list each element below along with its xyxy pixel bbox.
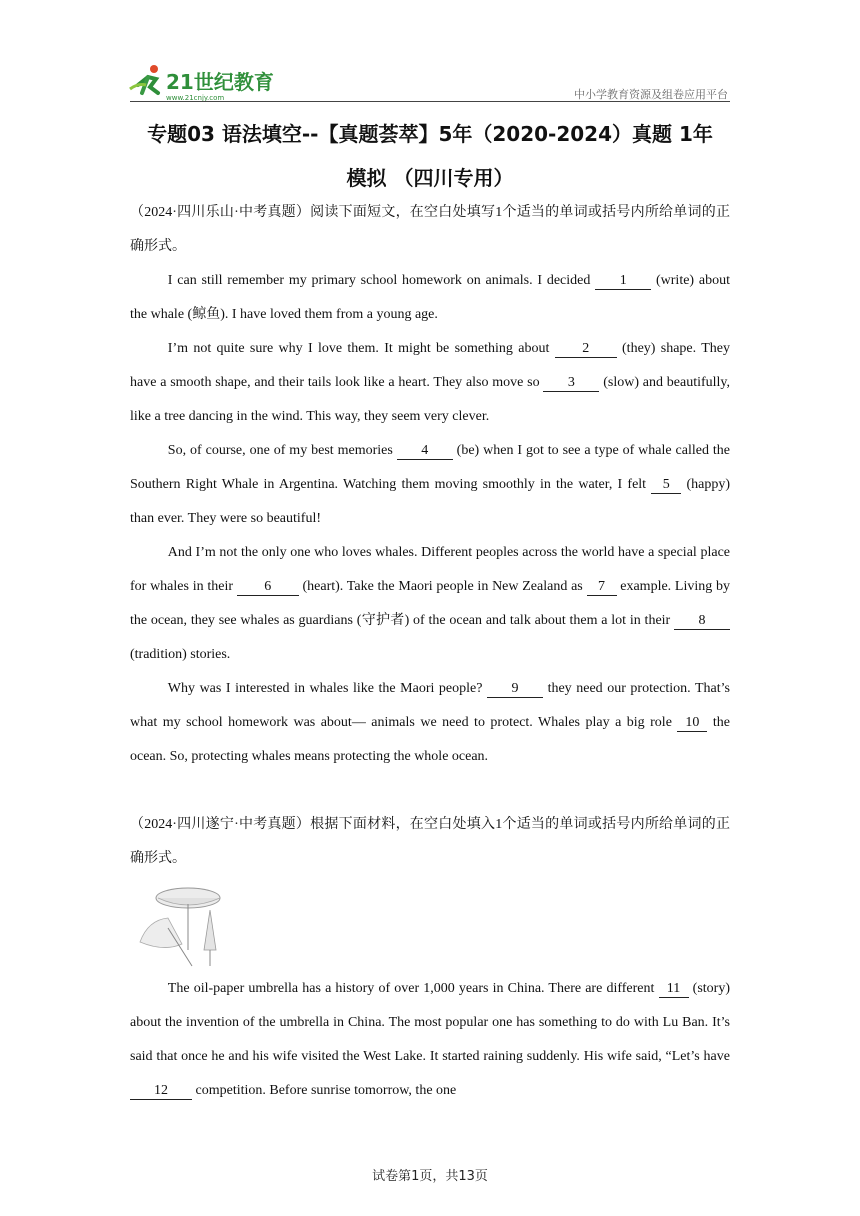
blank-7[interactable]: 7 — [587, 579, 617, 596]
text: I can still remember my primary school homework on animals. I decided — [167, 273, 596, 288]
logo-text: 21世纪教育 — [166, 70, 274, 94]
document-body — [130, 196, 730, 1108]
blank-11[interactable]: 11 — [659, 981, 689, 998]
blank-8[interactable]: 8 — [674, 613, 730, 630]
text: (tradition) stories. — [130, 647, 231, 662]
text: the ocean. So, protecting whales means protecting the whole ocean. — [130, 715, 730, 764]
blank-1[interactable]: 1 — [595, 273, 651, 290]
text: Why was I interested in whales like the Maori people? — [167, 681, 488, 696]
s1-paragraph-2 — [130, 332, 730, 434]
text: (write) about the whale (鲸鱼). I have loved them from a young age. — [130, 273, 730, 322]
blank-4[interactable]: 4 — [397, 443, 453, 460]
blank-3[interactable]: 3 — [543, 375, 599, 392]
s1-paragraph-3 — [130, 434, 730, 536]
umbrella-image — [130, 876, 730, 972]
blank-6[interactable]: 6 — [237, 579, 299, 596]
text: (story) about the invention of the umbrella in China. The most popular one has something to do with Lu Ban. It’s said that once he and his wife visited the West Lake. It started raining suddenly. His wife said, “Let’s have — [130, 981, 730, 1064]
page-title — [128, 112, 732, 200]
s1-paragraph-5 — [130, 672, 730, 774]
section2-intro: （2024·四川遂宁·中考真题）根据下面材料，在空白处填入1个适当的单词或括号内所给单词的正确形式。 — [130, 817, 730, 866]
text: (slow) and beautifully, like a tree dancing in the wind. This way, they seem very clever. — [130, 375, 731, 424]
oil-paper-umbrella-icon — [134, 880, 224, 970]
text: (happy) than ever. They were so beautiful! — [130, 477, 730, 526]
blank-5[interactable]: 5 — [651, 477, 681, 494]
text: I’m not quite sure why I love them. It might be something about — [167, 341, 555, 356]
text: (be) when I got to see a type of whale called the Southern Right Whale in Argentina. Watching them moving smoothly in the water, I felt — [130, 443, 730, 492]
section1-intro: （2024·四川乐山·中考真题）阅读下面短文，在空白处填写1个适当的单词或括号内所给单词的正确形式。 — [130, 205, 730, 254]
blank-9[interactable]: 9 — [487, 681, 543, 698]
text: (they) shape. They have a smooth shape, and their tails look like a heart. They also move so — [130, 341, 730, 390]
text: they need our protection. That’s what my school homework was about— animals we need to protect. Whales play a big role — [130, 681, 730, 730]
runner-logo-icon — [128, 63, 278, 103]
platform-brand: 中小学教育资源及组卷应用平台 — [574, 88, 728, 101]
page-footer: 试卷第1页，共13页 — [372, 1169, 488, 1184]
title-line-1: 专题03 语法填空--【真题荟萃】5年（2020-2024）真题 1年 — [147, 122, 713, 146]
text: competition. Before sunrise tomorrow, the one — [192, 1083, 457, 1098]
site-logo — [128, 63, 278, 103]
s1-paragraph-1 — [130, 264, 730, 332]
spacer — [130, 774, 730, 808]
s1-paragraph-4 — [130, 536, 730, 672]
header-divider — [130, 101, 730, 102]
text: example. Living by the ocean, they see whales as guardians (守护者) of the ocean and talk about them a lot in their — [130, 579, 730, 628]
title-line-2: 模拟 （四川专用） — [346, 166, 514, 190]
blank-10[interactable]: 10 — [677, 715, 707, 732]
text: And I’m not the only one who loves whales. Different peoples across the world have a special place for whales in their — [130, 545, 730, 594]
logo-url: www.21cnjy.com — [166, 94, 225, 102]
text: (heart). Take the Maori people in New Zealand as — [298, 579, 587, 594]
text: So, of course, one of my best memories — [167, 443, 397, 458]
blank-12[interactable]: 12 — [130, 1083, 192, 1100]
blank-2[interactable]: 2 — [555, 341, 617, 358]
s2-paragraph-1 — [130, 972, 730, 1108]
text: The oil-paper umbrella has a history of over 1,000 years in China. There are different — [167, 981, 659, 996]
